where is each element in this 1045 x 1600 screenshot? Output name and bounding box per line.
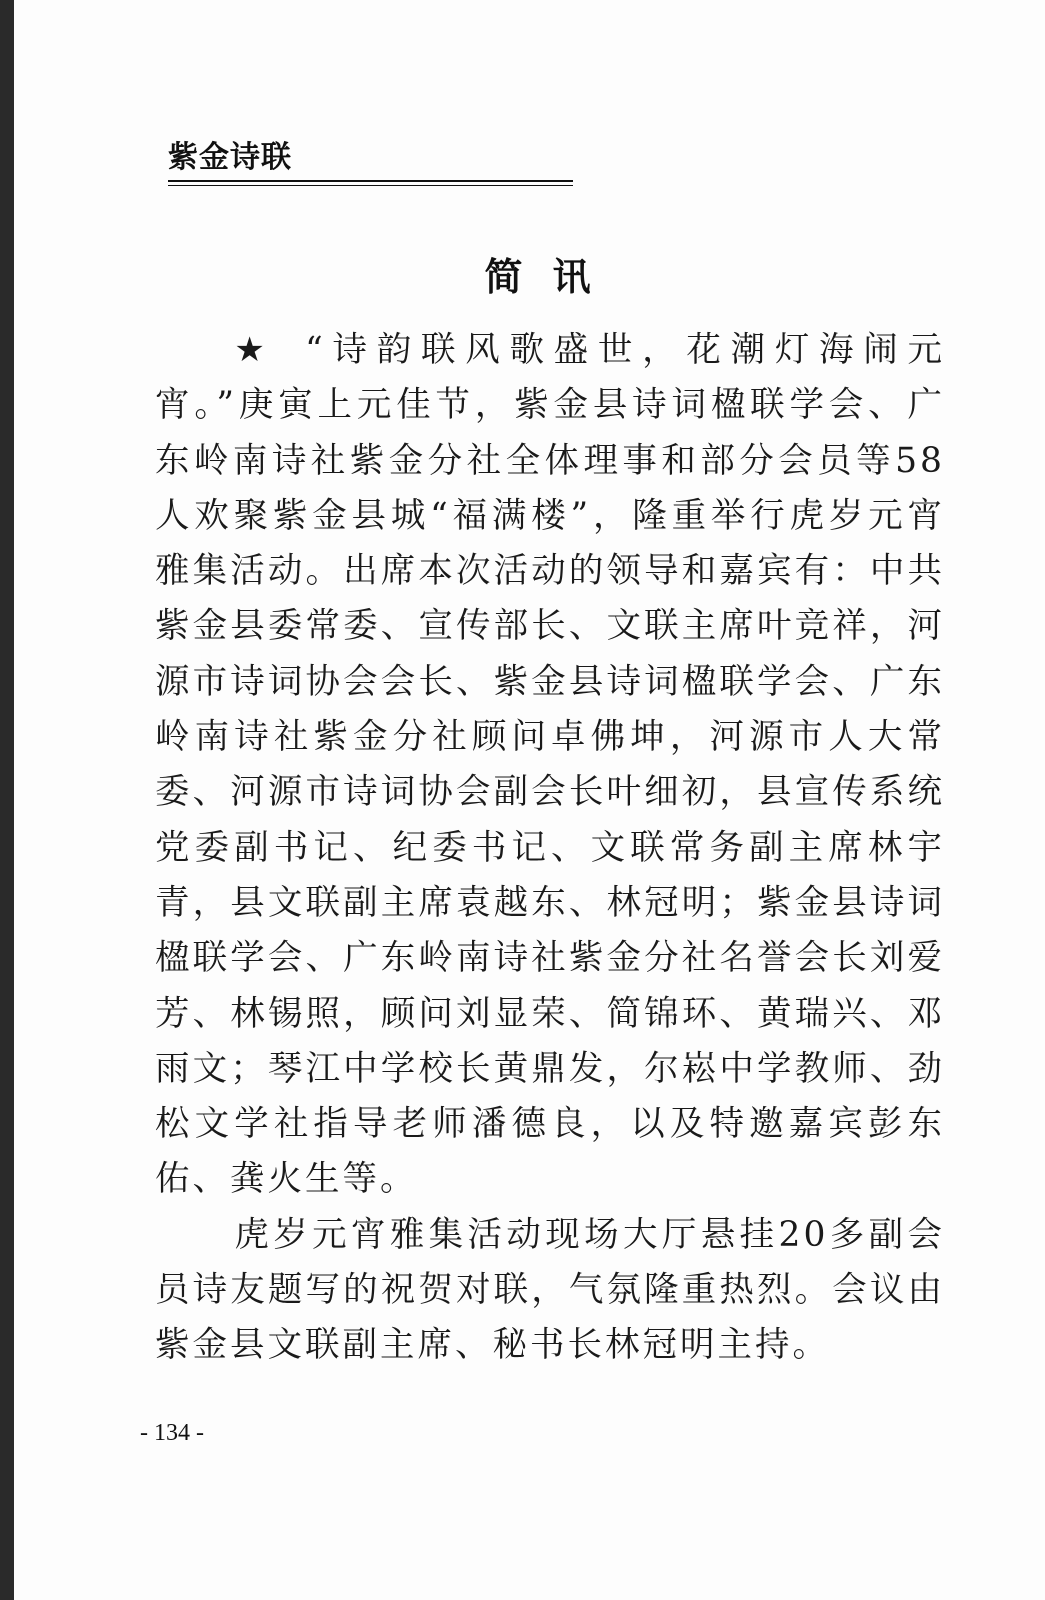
scan-edge — [0, 0, 14, 1600]
header-rule — [168, 180, 573, 182]
article-body — [155, 323, 945, 1374]
article-title: 简讯 — [484, 254, 621, 299]
running-header — [168, 138, 573, 186]
page-number: - 134 - — [140, 1420, 204, 1446]
journal-title: 紫金诗联 — [168, 140, 292, 175]
paragraph-1 — [155, 323, 945, 1208]
paragraph-1-text: “诗韵联风歌盛世，花潮灯海闹元宵。”庚寅上元佳节，紫金县诗词楹联学会、广东岭南诗社紫金分社全体理事和部分会员等58人欢聚紫金县城“福满楼”，隆重举行虎岁元宵雅集活动。出席本次活动的领导和嘉宾有：中共紫金县委常委、宣传部长、文联主席叶竞祥，河源市诗词协会会长、紫金县诗词楹联学会、广东岭南诗社紫金分社顾问卓佛坤，河源市人大常委、河源市诗词协会副会长叶细初，县宣传系统党委副书记、纪委书记、文联常务副主席林宇青，县文联副主席袁越东、林冠明；紫金县诗词楹联学会、广东岭南诗社紫金分社名誉会长刘爱芳、林锡照，顾问刘显荣、简锦环、黄瑞兴、邓雨文；琴江中学校长黄鼎发，尔崧中学教师、劲松文学社指导老师潘德良，以及特邀嘉宾彭东佑、龚火生等。 — [155, 330, 946, 1200]
header-rule-thin — [168, 185, 573, 186]
paragraph-2: 虎岁元宵雅集活动现场大厅悬挂20多副会员诗友题写的祝贺对联，气氛隆重热烈。会议由紫金县文联副主席、秘书长林冠明主持。 — [155, 1214, 945, 1366]
star-icon: ★ — [234, 330, 275, 370]
